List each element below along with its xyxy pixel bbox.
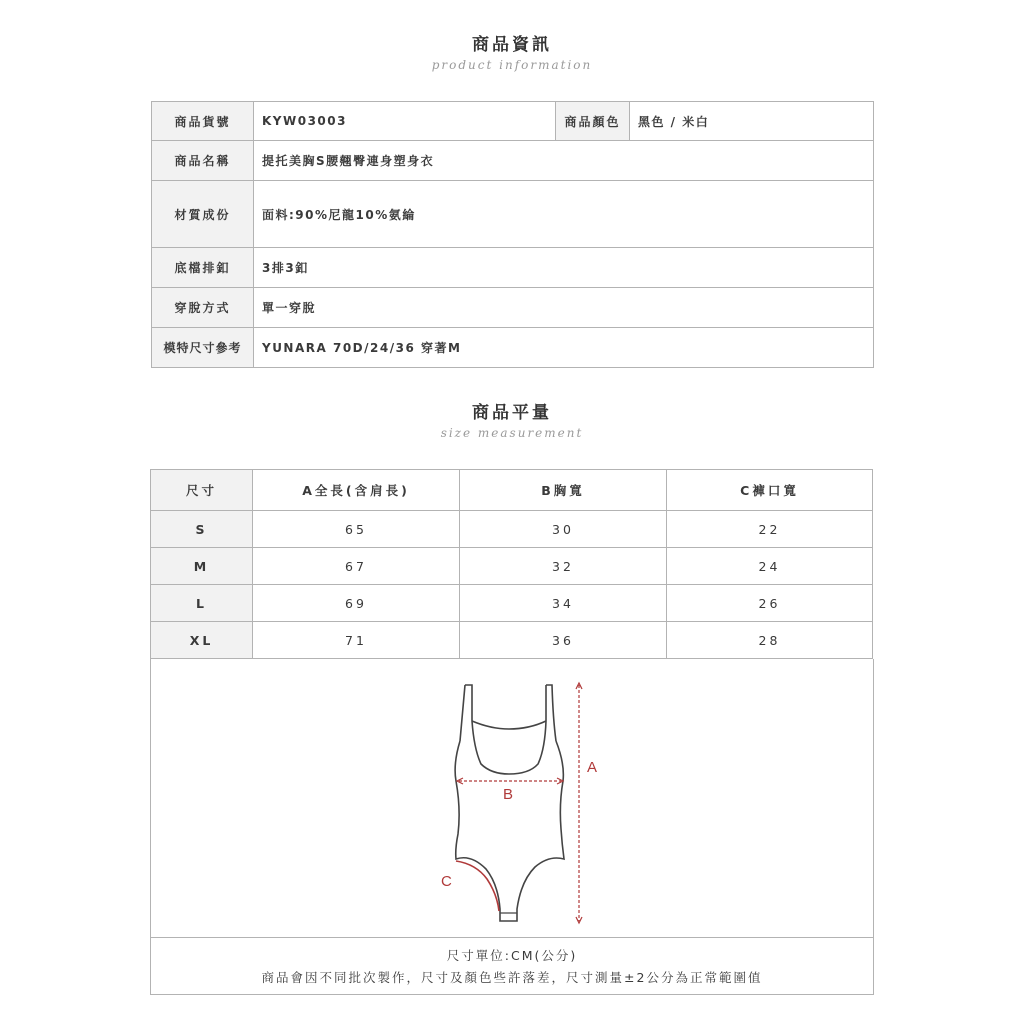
size-cell: 26 — [667, 585, 873, 622]
size-table — [150, 469, 873, 659]
size-section-subtitle: size measurement — [440, 426, 584, 440]
neckline — [472, 721, 546, 729]
size-cell: 24 — [667, 548, 873, 585]
info-label-material: 材質成份 — [152, 181, 254, 248]
size-section-title: 商品平量 — [472, 403, 552, 423]
size-cell: 22 — [667, 511, 873, 548]
product-info-table — [151, 101, 874, 368]
size-cell: 32 — [460, 548, 667, 585]
tolerance-note: 商品會因不同批次製作，尺寸及顏色些許落差，尺寸測量±2公分為正常範圍值 — [261, 970, 763, 985]
info-value-name: 提托美胸S腰翹臀連身塑身衣 — [254, 141, 874, 181]
left-strap — [460, 685, 472, 741]
size-cell: 28 — [667, 622, 873, 659]
size-cell: 34 — [460, 585, 667, 622]
right-strap — [546, 685, 556, 741]
info-value-sku: KYW03003 — [254, 102, 556, 141]
size-cell: 36 — [460, 622, 667, 659]
table-row — [151, 622, 873, 659]
info-value-model: YUNARA 70D/24/36 穿著M — [254, 328, 874, 368]
size-table-header — [151, 470, 873, 511]
info-label-color: 商品顏色 — [556, 102, 630, 141]
size-cell: 71 — [253, 622, 460, 659]
label-b: B — [503, 786, 514, 803]
body-outline — [455, 741, 564, 921]
info-row — [152, 248, 874, 288]
unit-note: 尺寸單位:CM(公分) — [446, 948, 578, 963]
info-row — [152, 328, 874, 368]
info-section-title: 商品資訊 — [472, 35, 552, 55]
table-row — [151, 548, 873, 585]
size-header-a: A全長(含肩長) — [253, 470, 460, 511]
size-header-b: B胸寬 — [460, 470, 667, 511]
size-cell: L — [151, 585, 253, 622]
size-cell: XL — [151, 622, 253, 659]
info-label-sku: 商品貨號 — [152, 102, 254, 141]
info-label-model: 模特尺寸參考 — [152, 328, 254, 368]
info-label-buttons: 底檔排釦 — [152, 248, 254, 288]
info-label-name: 商品名稱 — [152, 141, 254, 181]
info-row — [152, 288, 874, 328]
table-row — [151, 585, 873, 622]
info-row — [152, 141, 874, 181]
size-header-c: C褲口寬 — [667, 470, 873, 511]
info-value-wear: 單一穿脫 — [254, 288, 874, 328]
size-cell: 69 — [253, 585, 460, 622]
label-a: A — [587, 759, 598, 776]
size-header-size: 尺寸 — [151, 470, 253, 511]
table-row — [151, 511, 873, 548]
info-value-color: 黑色 / 米白 — [630, 102, 874, 141]
size-cell: S — [151, 511, 253, 548]
info-value-buttons: 3排3釦 — [254, 248, 874, 288]
info-value-material: 面料:90%尼龍10%氨綸 — [254, 181, 874, 248]
measure-line-c — [456, 861, 499, 911]
bodysuit-diagram — [151, 659, 873, 937]
info-row — [152, 181, 874, 248]
label-c: C — [441, 873, 452, 890]
size-cell: 65 — [253, 511, 460, 548]
size-cell: M — [151, 548, 253, 585]
info-row — [152, 102, 874, 141]
info-section-subtitle: product information — [431, 58, 593, 72]
info-label-wear: 穿脫方式 — [152, 288, 254, 328]
size-cell: 67 — [253, 548, 460, 585]
divider — [151, 937, 873, 938]
size-diagram-box — [150, 659, 874, 995]
size-cell: 30 — [460, 511, 667, 548]
